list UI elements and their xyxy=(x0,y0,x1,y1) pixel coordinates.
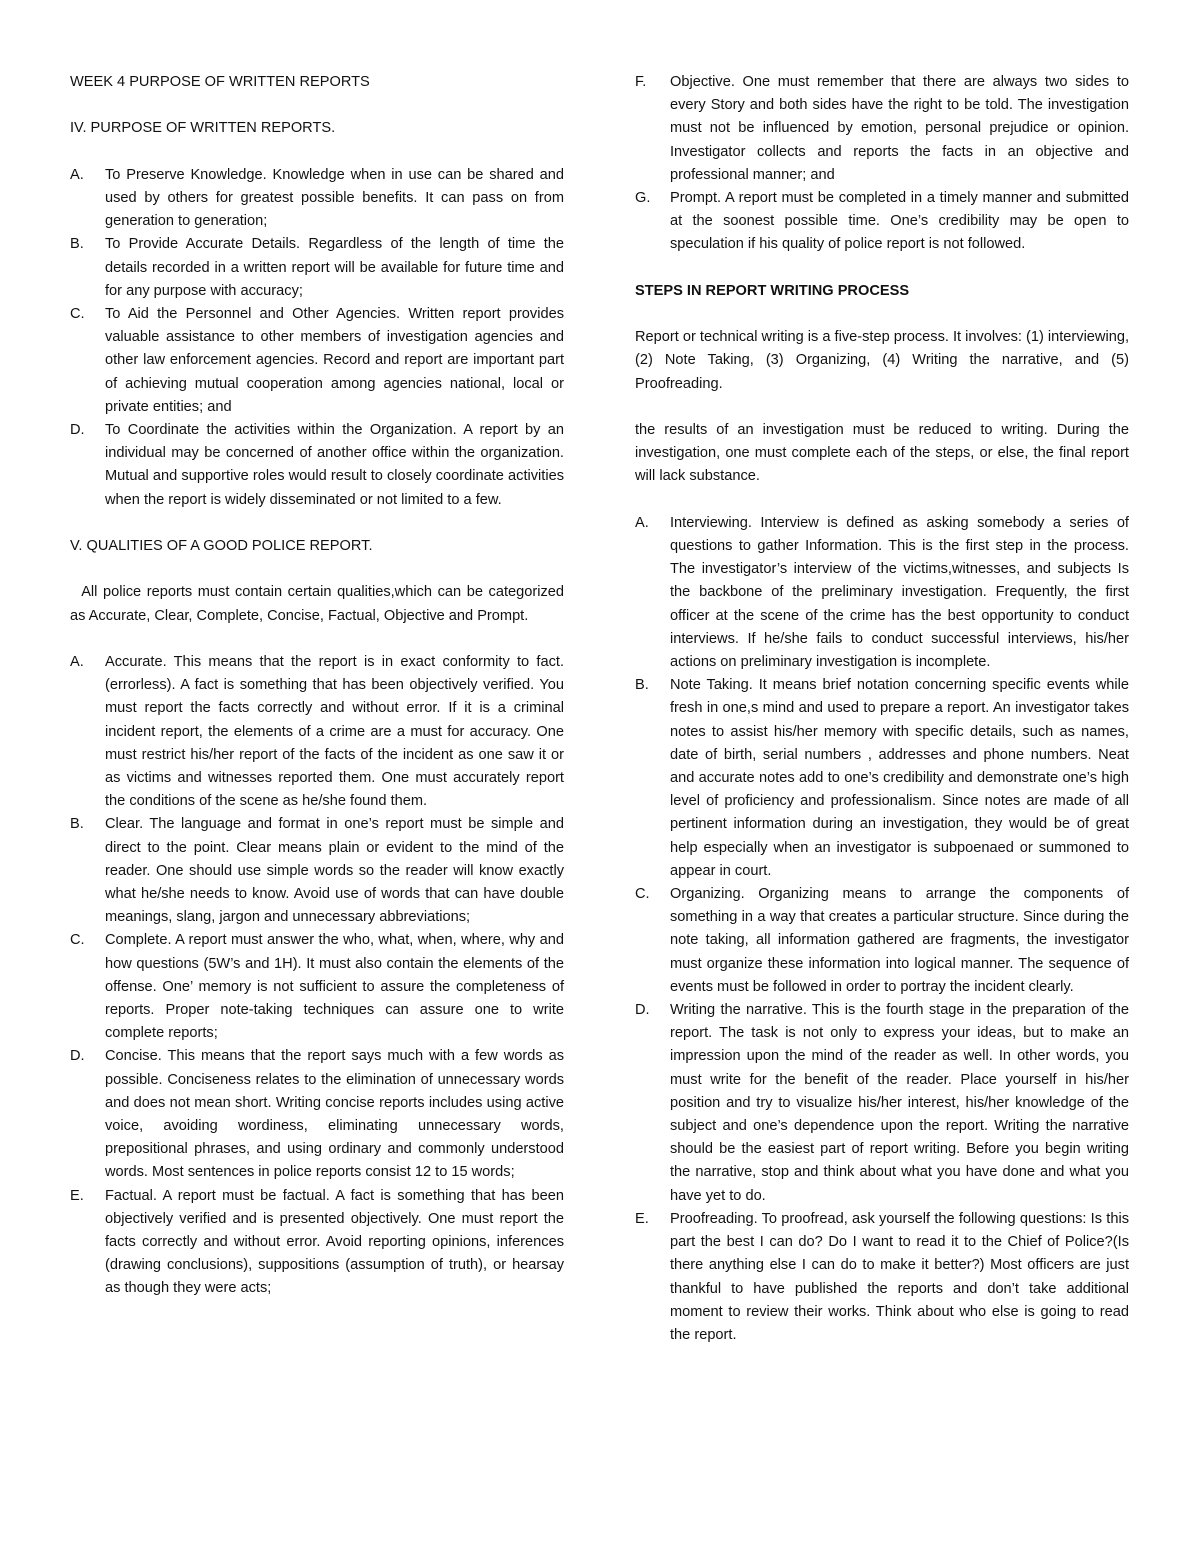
list-marker: C. xyxy=(635,886,650,903)
list-marker: A. xyxy=(70,654,84,670)
quality-item-e xyxy=(70,1185,564,1301)
qualities-intro: All police reports must contain certain qualities,which can be categorized as Accurate, Clear, Complete, Concise, Factual, Objective and Prompt. xyxy=(70,584,569,624)
section-v-title: V. QUALITIES OF A GOOD POLICE REPORT. xyxy=(70,538,373,555)
list-marker: G. xyxy=(635,190,651,207)
purpose-list xyxy=(70,164,564,512)
list-item-text: Concise. This means that the report says much with a few words as possible. Conciseness relates to the elimination of unnecessary words and does not mean short. Writing concise reports includes using active voice, avoiding wordiness, eliminating unnecessary words, prepositional phrases, and using ordinary and commonly understood words. Most sentences in police reports consist 12 to 15 words; xyxy=(105,1048,564,1181)
purpose-item-d xyxy=(70,419,564,512)
purpose-item-a xyxy=(70,164,564,234)
list-item-text: To Aid the Personnel and Other Agencies. Written report provides valuable assistance to other members of investigation agencies and other law enforcement agencies. Record and report are important part of achieving mutual cooperation among agencies national, local or private entities; and xyxy=(105,306,564,415)
step-item-a xyxy=(635,512,1129,674)
quality-item-b xyxy=(70,813,564,929)
list-item-text: Objective. One must remember that there are always two sides to every Story and both sides have the right to be told. The investigation must not be influenced by emotion, personal prejudice or opinion. Investigator collects and reports the facts in an objective and professional manner; and xyxy=(670,74,1129,183)
steps-list xyxy=(635,512,1129,1347)
step-item-e xyxy=(635,1208,1129,1347)
list-marker: E. xyxy=(70,1187,84,1204)
list-item-text: Factual. A report must be factual. A fact is something that has been objectively verified and is presented objectively. One must report the facts correctly and without error. Avoid reporting opinions, inferences (drawing conclusions), suppositions (assumption of truth), or hearsay as though they were acts; xyxy=(105,1187,564,1297)
list-marker: B. xyxy=(70,816,84,833)
list-item-text: Interviewing. Interview is defined as asking somebody a series of questions to gather Information. This is the first step in the process. The investigator’s interview of the victims,witnesses, and subjects Is the backbone of the preliminary investigation. Frequently, the first officer at the scene of the crime has the best opportunity to conduct interviews. If he/she fails to conduct successful interviews, his/her actions on preliminary investigation is incomplete. xyxy=(670,514,1129,671)
quality-item-f xyxy=(635,71,1129,187)
list-marker: E. xyxy=(635,1210,649,1227)
list-item-text: Organizing. Organizing means to arrange the components of something in a way that creates a particular structure. Since during the note taking, all information gathered are fragments, the investigator must organize these information into logical manner. The sequence of events must be followed in order to portray the incident clearly. xyxy=(670,886,1129,995)
step-item-b xyxy=(635,674,1129,883)
list-item-text: Writing the narrative. This is the fourth stage in the preparation of the report. The task is not only to express your ideas, but to make an impression upon the mind of the reader as well. In other words, you must write for the benefit of the reader. Place yourself in his/her position and try to visualize his/her interest, his/her knowledge of the subject and one’s dependence upon the report. Writing the narrative should be the easiest part of report writing. Before you begin writing the narrative, stop and think about what you have done and what you have yet to do. xyxy=(670,1002,1129,1204)
list-item-text: Proofreading. To proofread, ask yourself the following questions: Is this part the best I can do? Do I want to read it to the Chief of Police?(Is there anything else I can do to make it better?) Most officers are just thankful to have published the reports and don’t take additional moment to review their works. Think about who else is going to read the report. xyxy=(670,1210,1129,1343)
week-title: WEEK 4 PURPOSE OF WRITTEN REPORTS xyxy=(70,74,370,90)
section-iv-title: IV. PURPOSE OF WRITTEN REPORTS. xyxy=(70,120,336,137)
quality-item-c xyxy=(70,929,564,1045)
steps-intro: Report or technical writing is a five-step process. It involves: (1) interviewing, (2) Note Taking, (3) Organizing, (4) Writing the narrative, and (5) Proofreading. xyxy=(635,329,1129,392)
qualities-list-continued xyxy=(635,71,1129,257)
steps-title: STEPS IN REPORT WRITING PROCESS xyxy=(635,282,910,299)
quality-item-a xyxy=(70,651,564,813)
list-item-text: To Provide Accurate Details. Regardless of the length of time the details recorded in a written report will be available for future time and for any purpose with accuracy; xyxy=(105,236,564,299)
list-item-text: Clear. The language and format in one’s report must be simple and direct to the point. Clear means plain or evident to the mind of the reader. One should use simple words so the reader will know exactly what he/she needs to know. Avoid use of words that can have double meanings, slang, jargon and unnecessary abbreviations; xyxy=(105,816,564,926)
purpose-item-b xyxy=(70,233,564,303)
list-item-text: Note Taking. It means brief notation concerning specific events while fresh in one,s mind and used to prepare a report. An investigator takes notes to assist his/her memory with specific details, such as names, date of birth, serial numbers , addresses and phone numbers. Neat and accurate notes add to one’s credibility and demonstrate one’s high level of proficiency and professionalism. Since notes are made of all pertinent information during an investigation, they would be of great help especially when an investigator is subpoenaed or summoned to appear in court. xyxy=(670,677,1129,879)
list-marker: C. xyxy=(70,306,85,322)
right-column xyxy=(635,71,1129,1347)
list-item-text: To Coordinate the activities within the Organization. A report by an individual may be concerned of another office within the organization. Mutual and supportive roles would result to closely coordinate activities when the report is widely disseminated or not limited to a few. xyxy=(105,422,564,508)
list-marker: D. xyxy=(70,1048,85,1065)
list-marker: F. xyxy=(635,74,647,90)
list-marker: D. xyxy=(635,1002,650,1019)
list-marker: B. xyxy=(635,677,649,694)
list-item-text: Accurate. This means that the report is in exact conformity to fact.(errorless). A fact is something that has been objectively verified. You must report the facts correctly and without error. If it is a criminal incident report, the elements of a crime are a must for accuracy. One must restrict his/her report of the facts of the incident as one saw it or as victims and witnesses reported them. One must accurately report the conditions of the scene as he/she found them. xyxy=(105,654,564,810)
step-item-d xyxy=(635,999,1129,1208)
list-marker: A. xyxy=(635,514,649,531)
list-marker: D. xyxy=(70,422,85,439)
purpose-item-c xyxy=(70,303,564,419)
list-marker: C. xyxy=(70,932,85,949)
list-item-text: Prompt. A report must be completed in a timely manner and submitted at the soonest possible time. One’s credibility may be open to speculation if his quality of police report is not followed. xyxy=(670,190,1129,253)
qualities-list xyxy=(70,651,564,1301)
quality-item-d xyxy=(70,1045,564,1184)
steps-paragraph: the results of an investigation must be reduced to writing. During the investigation, one must complete each of the steps, or else, the final report will lack substance. xyxy=(635,422,1129,485)
quality-item-g xyxy=(635,187,1129,257)
list-item-text: Complete. A report must answer the who, what, when, where, why and how questions (5W’s and 1H). It must also contain the elements of the offense. One’ memory is not sufficient to assure the completeness of reports. Proper note-taking techniques can assure one to write complete reports; xyxy=(105,932,564,1042)
list-marker: A. xyxy=(70,166,84,183)
left-column xyxy=(70,71,569,1301)
step-item-c xyxy=(635,883,1129,999)
list-marker: B. xyxy=(70,236,84,253)
list-item-text: To Preserve Knowledge. Knowledge when in use can be shared and used by others for greatest possible benefits. It can pass on from generation to generation; xyxy=(105,166,564,230)
